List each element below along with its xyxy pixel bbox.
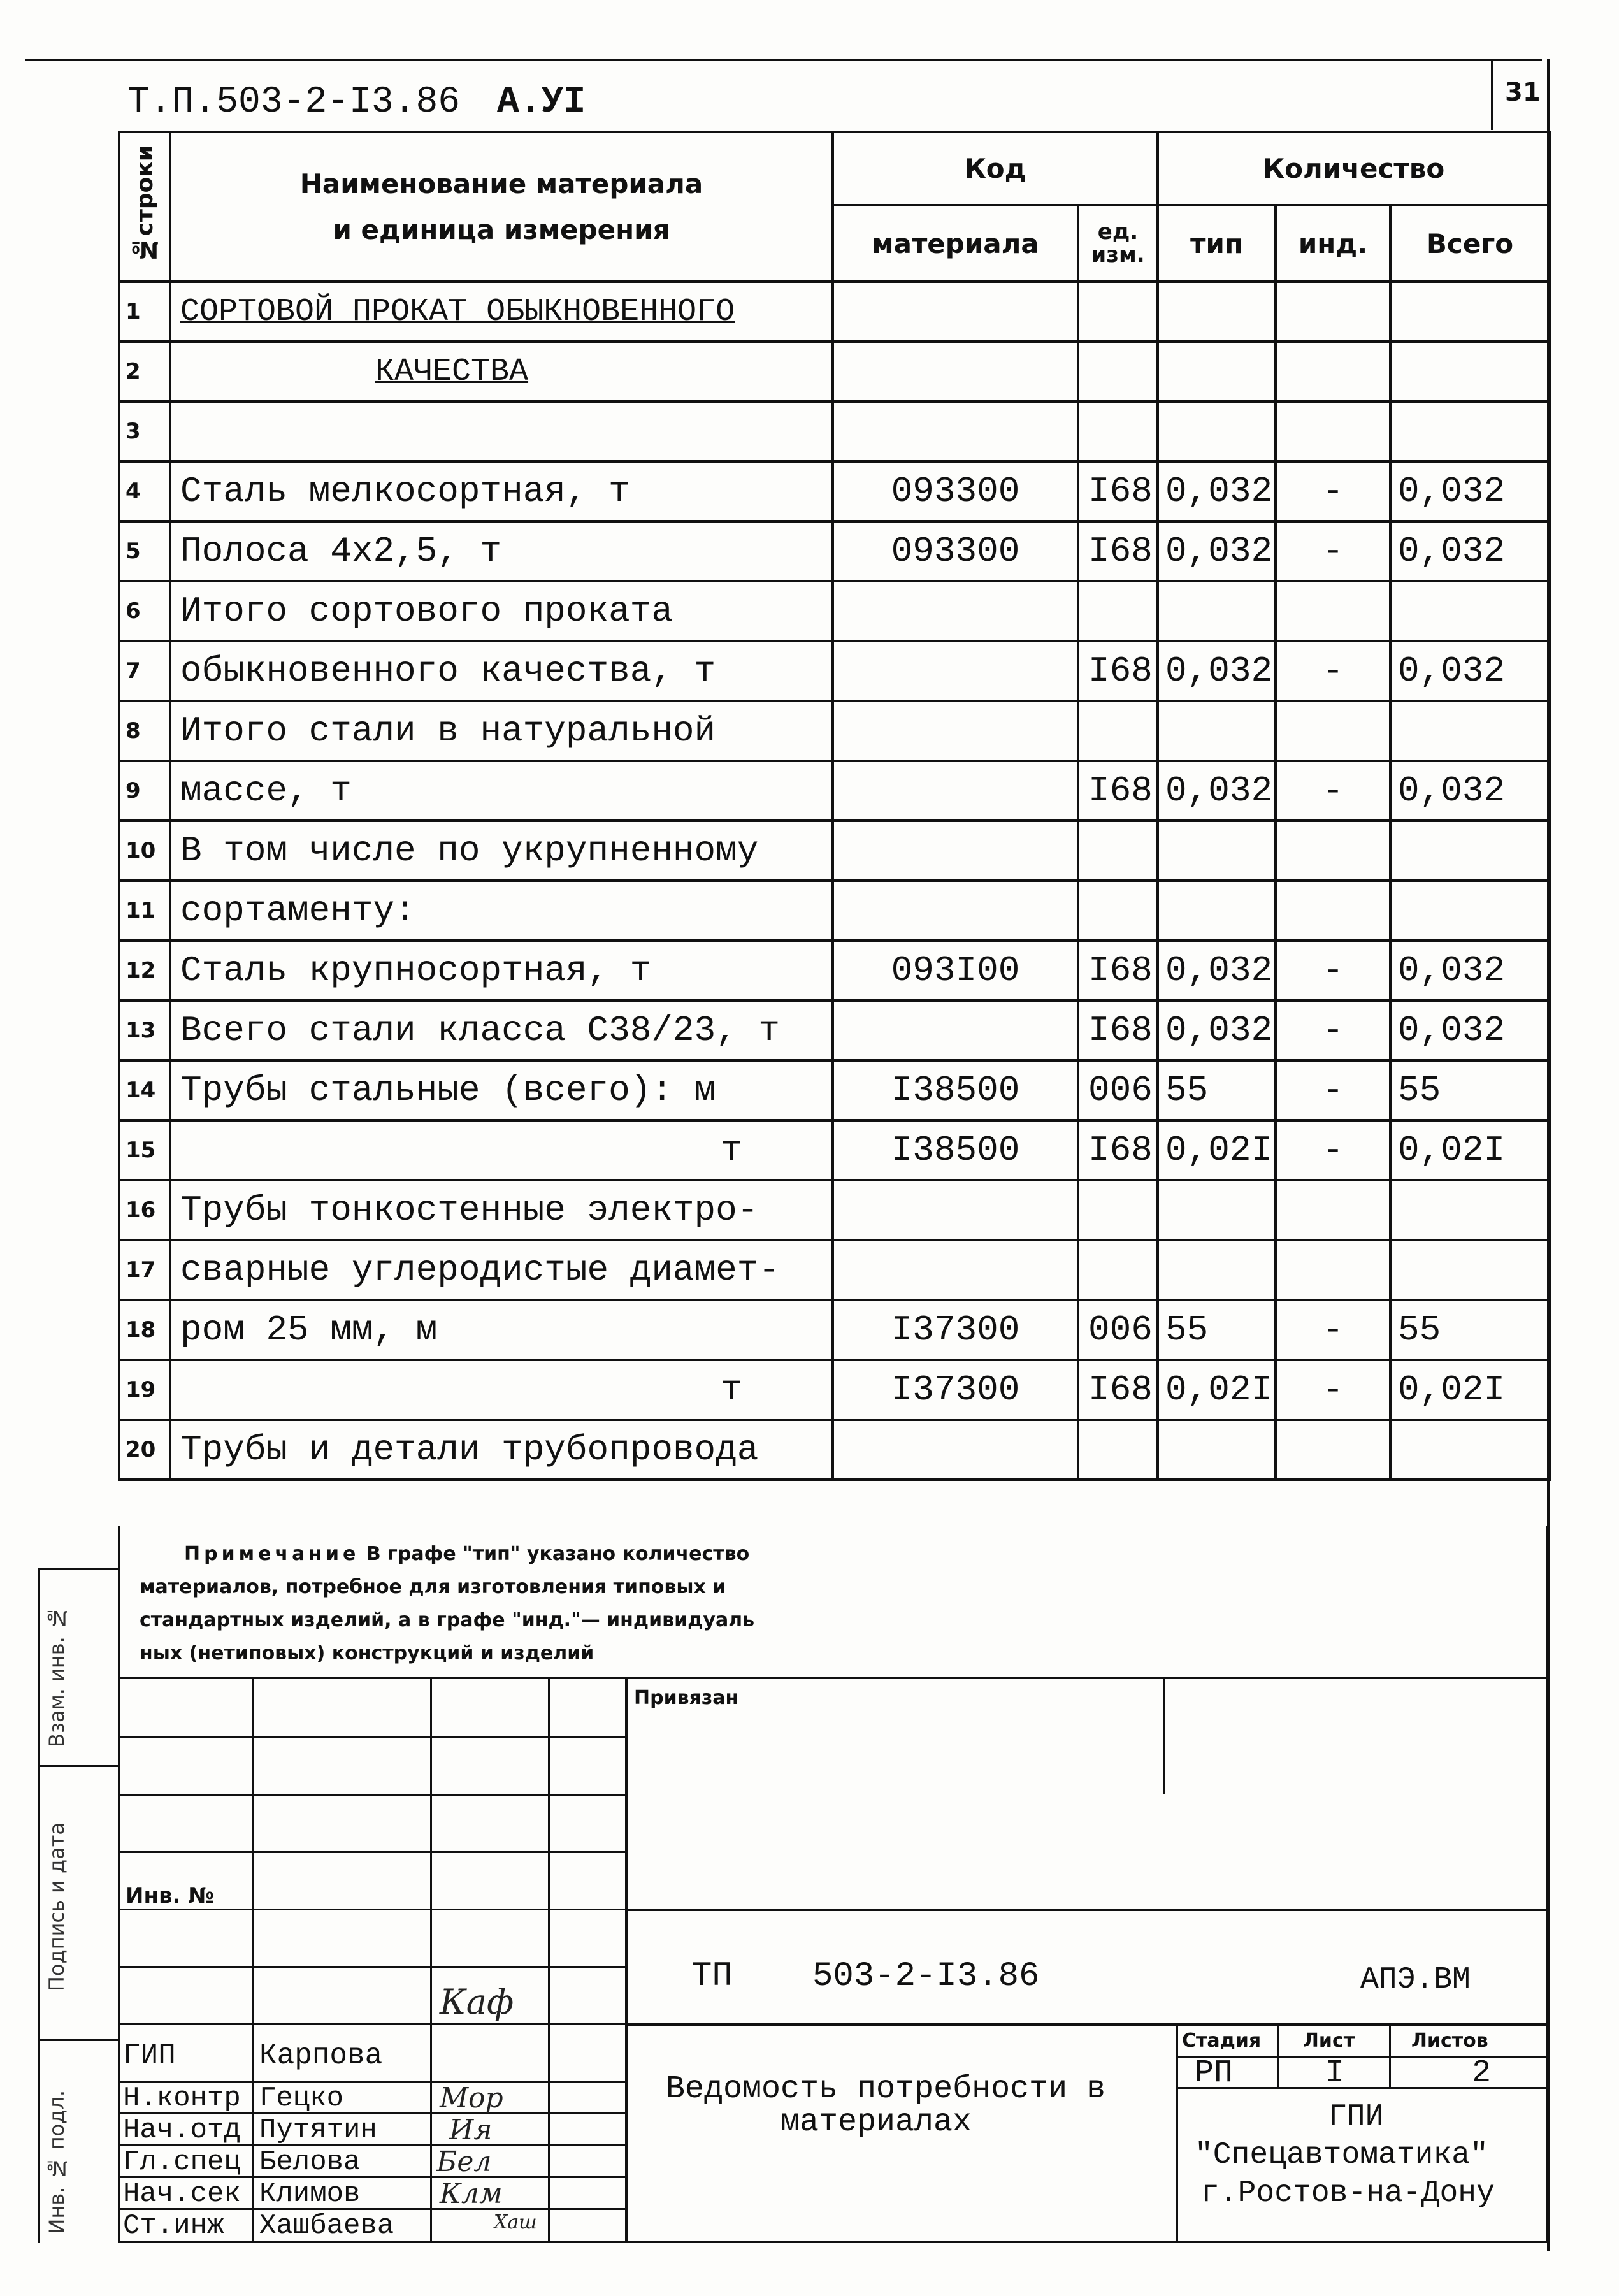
tb-rule xyxy=(430,1679,432,2243)
doc-code-right: АПЭ.ВМ xyxy=(1360,1963,1471,1997)
qty-type xyxy=(1158,401,1276,461)
staff-name: Климов xyxy=(259,2178,361,2210)
material-name: массе, т xyxy=(170,761,833,821)
header-doc-code: Т.П.503-2-I3.86 xyxy=(127,82,461,123)
tb-rule xyxy=(118,1966,628,1968)
qty-total xyxy=(1390,342,1550,401)
qty-ind: - xyxy=(1276,761,1390,821)
table-row xyxy=(119,581,1550,641)
qty-ind xyxy=(1276,1240,1390,1300)
sheets-label: Листов xyxy=(1411,2030,1488,2052)
qty-ind: - xyxy=(1276,1120,1390,1180)
side-label-vzam-inv: Взам. инв. № xyxy=(45,1606,69,1747)
material-code: I38500 xyxy=(833,1120,1078,1180)
unit-code: I68 xyxy=(1078,641,1158,701)
unit-code xyxy=(1078,282,1158,342)
note-title: Примечание xyxy=(184,1543,360,1565)
material-code: 093I00 xyxy=(833,941,1078,1000)
material-code xyxy=(833,1420,1078,1480)
material-code xyxy=(833,761,1078,821)
material-code xyxy=(833,342,1078,401)
qty-total: 0,02I xyxy=(1390,1120,1550,1180)
qty-ind: - xyxy=(1276,1300,1390,1360)
header-qty-type: тип xyxy=(1158,205,1276,282)
staff-role: Нач.отд xyxy=(123,2114,241,2146)
qty-type xyxy=(1158,282,1276,342)
unit-code: I68 xyxy=(1078,461,1158,521)
note-block xyxy=(118,1526,1548,1679)
qty-type: 0,032 xyxy=(1158,761,1276,821)
qty-type xyxy=(1158,1420,1276,1480)
page-number: 31 xyxy=(1505,78,1541,107)
note-line-2: материалов, потребное для изготовления типовых и xyxy=(140,1576,726,1598)
qty-ind xyxy=(1276,581,1390,641)
side-margin-rule xyxy=(38,2039,118,2041)
qty-type xyxy=(1158,1180,1276,1240)
stage-label: Стадия xyxy=(1182,2030,1262,2052)
qty-total xyxy=(1390,282,1550,342)
qty-type xyxy=(1158,821,1276,881)
qty-ind: - xyxy=(1276,641,1390,701)
row-number: 10 xyxy=(119,821,170,881)
row-number: 3 xyxy=(119,401,170,461)
qty-ind: - xyxy=(1276,1360,1390,1420)
staff-name: Карпова xyxy=(259,2039,383,2072)
qty-type: 0,032 xyxy=(1158,941,1276,1000)
material-code xyxy=(833,581,1078,641)
tb-rule xyxy=(628,2023,1548,2026)
qty-type: 0,02I xyxy=(1158,1120,1276,1180)
org-line-1: ГПИ xyxy=(1328,2100,1384,2134)
material-name: Сталь крупносортная, т xyxy=(170,941,833,1000)
row-number: 16 xyxy=(119,1180,170,1240)
side-label-podpis-data: Подпись и дата xyxy=(45,1823,69,1992)
staff-role: Нач.сек xyxy=(123,2178,241,2210)
table-row xyxy=(119,941,1550,1000)
qty-total xyxy=(1390,701,1550,761)
unit-code: I68 xyxy=(1078,1360,1158,1420)
qty-type: 0,032 xyxy=(1158,461,1276,521)
header-quantity: Количество xyxy=(1158,132,1550,205)
table-row xyxy=(119,1180,1550,1240)
qty-ind xyxy=(1276,282,1390,342)
unit-code xyxy=(1078,342,1158,401)
unit-code xyxy=(1078,881,1158,941)
tb-rule xyxy=(1163,1679,1165,1794)
table-row xyxy=(119,521,1550,581)
material-code xyxy=(833,282,1078,342)
material-code: I37300 xyxy=(833,1300,1078,1360)
header-code: Код xyxy=(833,132,1158,205)
table-row xyxy=(119,701,1550,761)
qty-type xyxy=(1158,342,1276,401)
tb-rule xyxy=(118,1736,628,1738)
unit-code xyxy=(1078,1420,1158,1480)
qty-total xyxy=(1390,1240,1550,1300)
table-row xyxy=(119,1240,1550,1300)
table-row xyxy=(119,641,1550,701)
qty-ind xyxy=(1276,1180,1390,1240)
row-number: 2 xyxy=(119,342,170,401)
material-name: сортаменту: xyxy=(170,881,833,941)
material-code xyxy=(833,641,1078,701)
unit-code: I68 xyxy=(1078,941,1158,1000)
material-name: Полоса 4х2,5, т xyxy=(170,521,833,581)
qty-total: 0,032 xyxy=(1390,941,1550,1000)
qty-total xyxy=(1390,401,1550,461)
row-number: 18 xyxy=(119,1300,170,1360)
qty-type xyxy=(1158,701,1276,761)
material-code xyxy=(833,401,1078,461)
header-code-unit: ед. изм. xyxy=(1078,205,1158,282)
row-number: 8 xyxy=(119,701,170,761)
qty-total: 55 xyxy=(1390,1300,1550,1360)
material-name: т xyxy=(170,1360,833,1420)
staff-role: Гл.спец xyxy=(123,2146,241,2178)
frame-top-line xyxy=(25,59,1542,61)
side-margin-rule xyxy=(38,1568,118,1570)
tb-rule xyxy=(118,1794,628,1796)
qty-ind xyxy=(1276,881,1390,941)
materials-table xyxy=(118,131,1551,1481)
note-text xyxy=(140,1538,1032,1670)
sheets-value: 2 xyxy=(1472,2055,1492,2091)
row-number: 1 xyxy=(119,282,170,342)
material-name: СОРТОВОЙ ПРОКАТ ОБЫКНОВЕННОГО xyxy=(170,282,833,342)
qty-total: 0,032 xyxy=(1390,461,1550,521)
material-name: обыкновенного качества, т xyxy=(170,641,833,701)
table-row xyxy=(119,342,1550,401)
side-margin-line xyxy=(38,1568,40,2243)
table-row xyxy=(119,821,1550,881)
table-row xyxy=(119,1300,1550,1360)
qty-ind xyxy=(1276,1420,1390,1480)
tb-rule xyxy=(252,1679,254,2243)
staff-name: Хашбаева xyxy=(259,2210,394,2242)
staff-name: Путятин xyxy=(259,2114,377,2146)
row-number: 9 xyxy=(119,761,170,821)
title-block xyxy=(118,1679,1548,2243)
note-line-1: В графе "тип" указано количество xyxy=(366,1543,750,1565)
inv-no-label: Инв. № xyxy=(126,1883,215,1909)
tb-rule xyxy=(1277,2023,1279,2087)
qty-total xyxy=(1390,821,1550,881)
doc-title-line-2: материалах xyxy=(781,2104,972,2141)
doc-code-mid: 503-2-I3.86 xyxy=(812,1957,1040,1996)
qty-type xyxy=(1158,881,1276,941)
qty-total: 0,032 xyxy=(1390,521,1550,581)
qty-total xyxy=(1390,881,1550,941)
signature-2: Мор xyxy=(440,2082,503,2114)
signature-1: Каф xyxy=(440,1982,514,2022)
tb-rule xyxy=(118,2023,628,2025)
material-code: I38500 xyxy=(833,1060,1078,1120)
table-row xyxy=(119,401,1550,461)
table-row xyxy=(119,1060,1550,1120)
material-name: Сталь мелкосортная, т xyxy=(170,461,833,521)
qty-total: 55 xyxy=(1390,1060,1550,1120)
material-name: КАЧЕСТВА xyxy=(170,342,833,401)
row-number: 13 xyxy=(119,1000,170,1060)
row-number: 5 xyxy=(119,521,170,581)
page-number-box xyxy=(1491,59,1547,130)
tb-rule xyxy=(118,1851,628,1853)
row-number: 14 xyxy=(119,1060,170,1120)
header-name: Наименование материала и единица измерения xyxy=(170,132,833,282)
qty-type: 0,032 xyxy=(1158,1000,1276,1060)
qty-total: 0,02I xyxy=(1390,1360,1550,1420)
table-row xyxy=(119,282,1550,342)
signature-3: Ия xyxy=(449,2114,493,2146)
unit-code xyxy=(1078,401,1158,461)
qty-ind xyxy=(1276,701,1390,761)
material-name: сварные углеродистые диамет- xyxy=(170,1240,833,1300)
note-line-3: стандартных изделий, а в графе "инд."— индивидуаль xyxy=(140,1609,755,1631)
material-name: В том числе по укрупненному xyxy=(170,821,833,881)
material-name: ром 25 мм, м xyxy=(170,1300,833,1360)
tb-rule xyxy=(118,1909,628,1910)
material-name: Всего стали класса С38/23, т xyxy=(170,1000,833,1060)
staff-role: Н.контр xyxy=(123,2083,241,2114)
qty-ind: - xyxy=(1276,461,1390,521)
row-number: 11 xyxy=(119,881,170,941)
qty-total xyxy=(1390,581,1550,641)
unit-code: 006 xyxy=(1078,1060,1158,1120)
tb-rule xyxy=(628,1909,1548,1911)
doc-code-left: ТП xyxy=(691,1957,733,1996)
table-row xyxy=(119,1000,1550,1060)
signature-4: Бел xyxy=(436,2146,492,2178)
qty-type: 55 xyxy=(1158,1060,1276,1120)
unit-code xyxy=(1078,581,1158,641)
qty-type: 0,032 xyxy=(1158,641,1276,701)
material-code xyxy=(833,1000,1078,1060)
staff-name: Гецко xyxy=(259,2083,344,2114)
side-margin-rule xyxy=(38,1765,118,1767)
unit-code: I68 xyxy=(1078,1000,1158,1060)
qty-ind: - xyxy=(1276,941,1390,1000)
qty-total xyxy=(1390,1420,1550,1480)
doc-title-line-1: Ведомость потребности в xyxy=(666,2071,1106,2107)
header-qty-ind: инд. xyxy=(1276,205,1390,282)
sheet-value: I xyxy=(1325,2055,1345,2091)
header-qty-total: Всего xyxy=(1390,205,1550,282)
qty-total: 0,032 xyxy=(1390,761,1550,821)
qty-ind xyxy=(1276,342,1390,401)
material-code xyxy=(833,1180,1078,1240)
signature-6: Хаш xyxy=(494,2211,537,2234)
row-number: 7 xyxy=(119,641,170,701)
signature-5: Клм xyxy=(440,2177,503,2210)
org-line-3: г.Ростов-на-Дону xyxy=(1201,2176,1495,2211)
staff-role: ГИП xyxy=(123,2039,176,2072)
material-code: 093300 xyxy=(833,461,1078,521)
row-number: 12 xyxy=(119,941,170,1000)
unit-code xyxy=(1078,701,1158,761)
unit-code: I68 xyxy=(1078,1120,1158,1180)
row-number: 17 xyxy=(119,1240,170,1300)
material-name: т xyxy=(170,1120,833,1180)
qty-type xyxy=(1158,581,1276,641)
material-code xyxy=(833,701,1078,761)
note-line-4: ных (нетиповых) конструкций и изделий xyxy=(140,1642,594,1664)
material-code xyxy=(833,881,1078,941)
material-code xyxy=(833,821,1078,881)
material-code: 093300 xyxy=(833,521,1078,581)
side-label-inv-podl: Инв. № подл. xyxy=(45,2090,69,2234)
qty-ind xyxy=(1276,821,1390,881)
row-number: 15 xyxy=(119,1120,170,1180)
table-row xyxy=(119,461,1550,521)
material-name: Итого стали в натуральной xyxy=(170,701,833,761)
row-number: 6 xyxy=(119,581,170,641)
row-number: 4 xyxy=(119,461,170,521)
unit-code xyxy=(1078,1180,1158,1240)
sheet-label: Лист xyxy=(1303,2030,1355,2052)
material-name: Трубы тонкостенные электро- xyxy=(170,1180,833,1240)
material-code: I37300 xyxy=(833,1360,1078,1420)
material-name xyxy=(170,401,833,461)
table-row xyxy=(119,1420,1550,1480)
material-name: Трубы и детали трубопровода xyxy=(170,1420,833,1480)
unit-code xyxy=(1078,1240,1158,1300)
table-row xyxy=(119,1120,1550,1180)
qty-total xyxy=(1390,1180,1550,1240)
qty-total: 0,032 xyxy=(1390,1000,1550,1060)
header-row-no: №строки xyxy=(119,132,170,282)
unit-code: I68 xyxy=(1078,521,1158,581)
staff-role: Ст.инж xyxy=(123,2210,224,2242)
qty-ind: - xyxy=(1276,1000,1390,1060)
qty-type xyxy=(1158,1240,1276,1300)
qty-ind: - xyxy=(1276,521,1390,581)
stage-value: РП xyxy=(1195,2055,1234,2091)
table-row xyxy=(119,761,1550,821)
material-code xyxy=(833,1240,1078,1300)
staff-name: Белова xyxy=(259,2146,361,2178)
header-album: А.УI xyxy=(497,82,586,123)
row-number: 19 xyxy=(119,1360,170,1420)
tb-rule xyxy=(1389,2023,1391,2087)
unit-code xyxy=(1078,821,1158,881)
header-code-material: материала xyxy=(833,205,1078,282)
table-row xyxy=(119,881,1550,941)
qty-type: 55 xyxy=(1158,1300,1276,1360)
org-line-2: "Спецавтоматика" xyxy=(1195,2138,1488,2172)
unit-code: 006 xyxy=(1078,1300,1158,1360)
material-name: Трубы стальные (всего): м xyxy=(170,1060,833,1120)
qty-type: 0,032 xyxy=(1158,521,1276,581)
table-row xyxy=(119,1360,1550,1420)
privyazan-label: Привязан xyxy=(634,1687,739,1709)
qty-total: 0,032 xyxy=(1390,641,1550,701)
material-name: Итого сортового проката xyxy=(170,581,833,641)
row-number: 20 xyxy=(119,1420,170,1480)
qty-type: 0,02I xyxy=(1158,1360,1276,1420)
qty-ind xyxy=(1276,401,1390,461)
tb-rule xyxy=(548,1679,550,2243)
qty-ind: - xyxy=(1276,1060,1390,1120)
unit-code: I68 xyxy=(1078,761,1158,821)
